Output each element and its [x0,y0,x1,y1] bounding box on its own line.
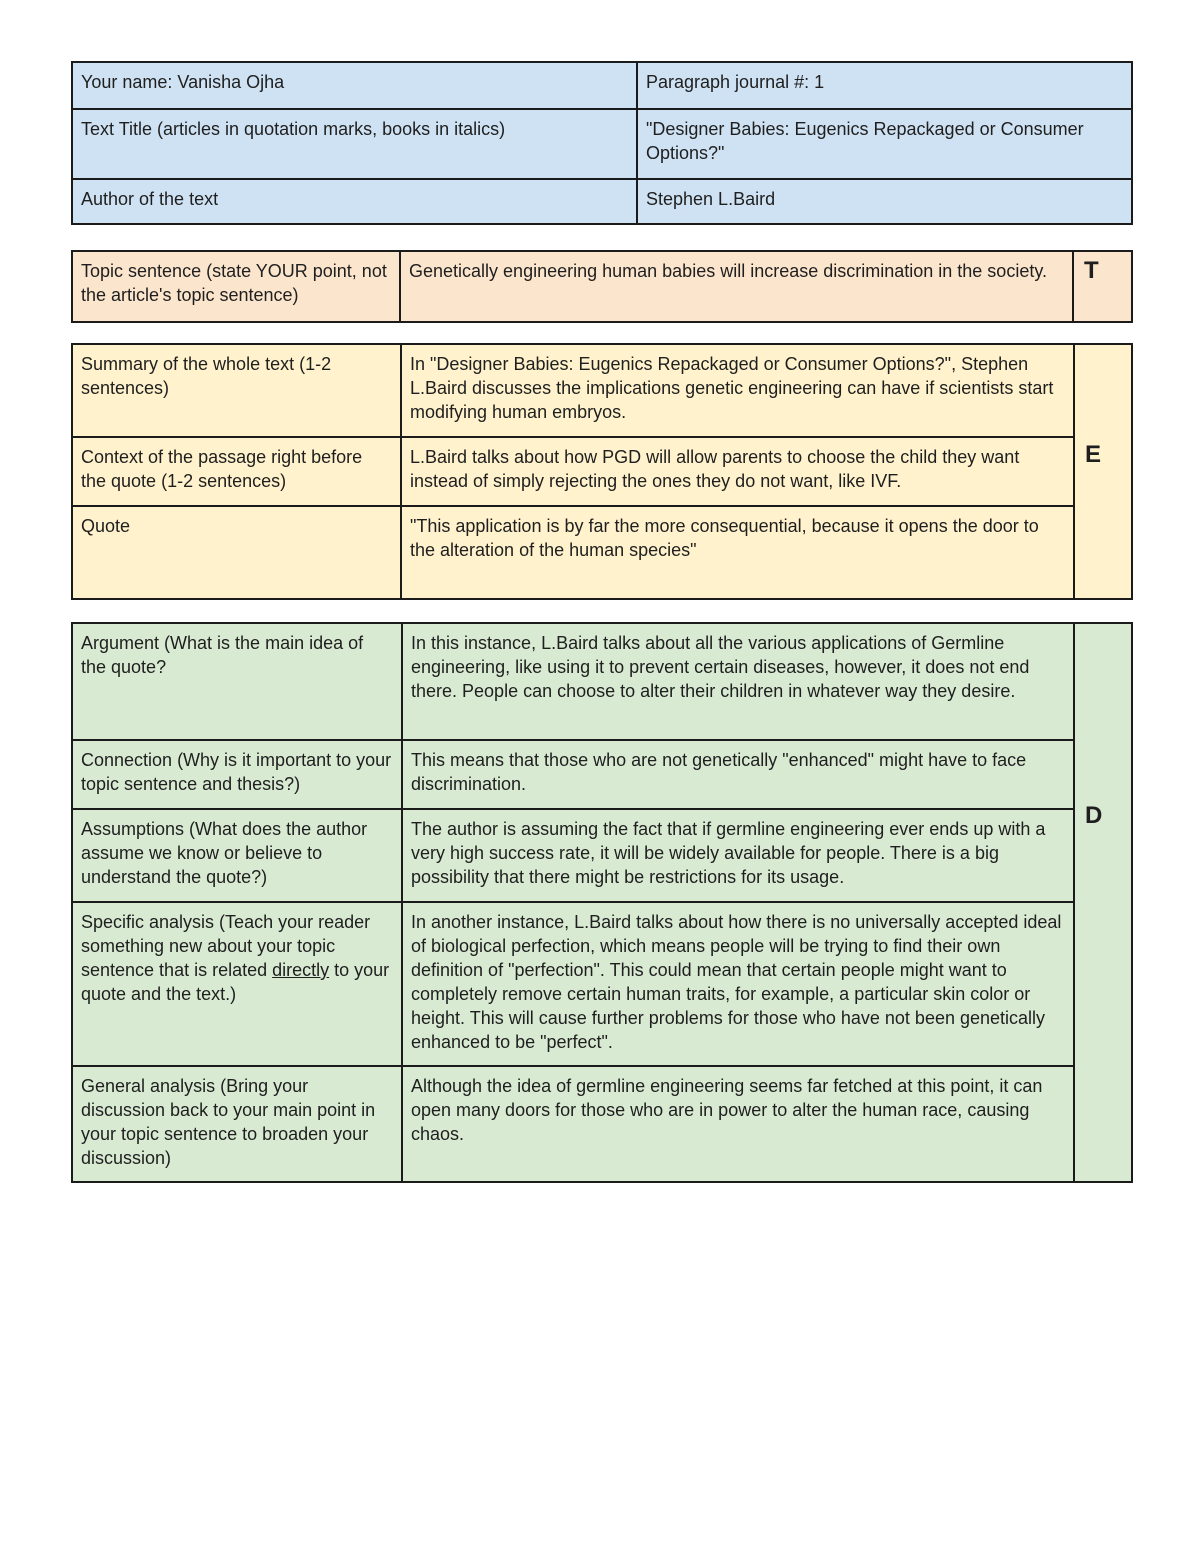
specific-analysis-label-start: Specific analysis (Teach your reader something new about your topic sentence that is related [81,912,371,980]
section-letter-e: E [1074,344,1132,599]
connection-label: Connection (Why is it important to your topic sentence and thesis?) [72,740,402,809]
topic-sentence-value[interactable]: Genetically engineering human babies will increase discrimination in the society. [400,251,1073,322]
specific-analysis-label [72,902,402,1066]
context-label: Context of the passage right before the quote (1-2 sentences) [72,437,401,506]
discussion-row [72,1066,1132,1182]
general-analysis-label: General analysis (Bring your discussion back to your main point in your topic sentence to broaden your discussion) [72,1066,402,1182]
quote-value[interactable]: "This application is by far the more consequential, because it opens the door to the alteration of the human species" [401,506,1074,599]
assumptions-label: Assumptions (What does the author assume we know or believe to understand the quote?) [72,809,402,902]
specific-analysis-label-end: to your quote and the text.) [81,960,390,1004]
title-row [72,109,1132,179]
assumptions-value[interactable]: The author is assuming the fact that if germline engineering ever ends up with a very high success rate, it will be widely available for people. There is a big possibility that there might be restrictions for its usage. [402,809,1074,902]
section-letter-t: T [1073,251,1132,322]
evidence-row [72,506,1132,599]
discussion-row [72,623,1132,740]
author-row [72,179,1132,224]
context-value[interactable]: L.Baird talks about how PGD will allow parents to choose the child they want instead of simply rejecting the ones they do not want, like IVF. [401,437,1074,506]
topic-table [71,250,1133,323]
evidence-table [71,343,1133,600]
section-letter-d: D [1074,623,1132,1182]
specific-analysis-value[interactable]: In another instance, L.Baird talks about how there is no universally accepted ideal of biological perfection, which means people will be trying to find their own definition of "perfection". This could mean that certain people might want to completely remove certain human traits, for example, a particular skin color or height. This will cause further problems for those who have not been genetically enhanced to be "perfect". [402,902,1074,1066]
discussion-row [72,809,1132,902]
argument-label: Argument (What is the main idea of the quote? [72,623,402,740]
discussion-row [72,740,1132,809]
author-label: Author of the text [72,179,637,224]
text-title-value[interactable]: "Designer Babies: Eugenics Repackaged or Consumer Options?" [637,109,1132,179]
discussion-row [72,902,1132,1066]
text-title-label: Text Title (articles in quotation marks, books in italics) [72,109,637,179]
specific-analysis-label-underlined: directly [272,960,330,980]
discussion-table [71,622,1133,1183]
name-row [72,62,1132,109]
connection-value[interactable]: This means that those who are not genetically "enhanced" might have to face discrimination. [402,740,1074,809]
author-value[interactable]: Stephen L.Baird [637,179,1132,224]
general-analysis-value[interactable]: Although the idea of germline engineering seems far fetched at this point, it can open many doors for those who are in power to alter the human race, causing chaos. [402,1066,1074,1182]
summary-value[interactable]: In "Designer Babies: Eugenics Repackaged or Consumer Options?", Stephen L.Baird discusses the implications genetic engineering can have if scientists start modifying human embryos. [401,344,1074,437]
summary-label: Summary of the whole text (1-2 sentences) [72,344,401,437]
journal-number[interactable]: Paragraph journal #: 1 [637,62,1132,109]
evidence-row [72,344,1132,437]
argument-value[interactable]: In this instance, L.Baird talks about all the various applications of Germline engineering, like using it to prevent certain diseases, however, it does not end there. People can choose to alter their children in whatever way they desire. [402,623,1074,740]
header-table [71,61,1133,225]
topic-sentence-label: Topic sentence (state YOUR point, not the article's topic sentence) [72,251,400,322]
student-name[interactable]: Your name: Vanisha Ojha [72,62,637,109]
topic-row [72,251,1132,322]
quote-label: Quote [72,506,401,599]
evidence-row [72,437,1132,506]
